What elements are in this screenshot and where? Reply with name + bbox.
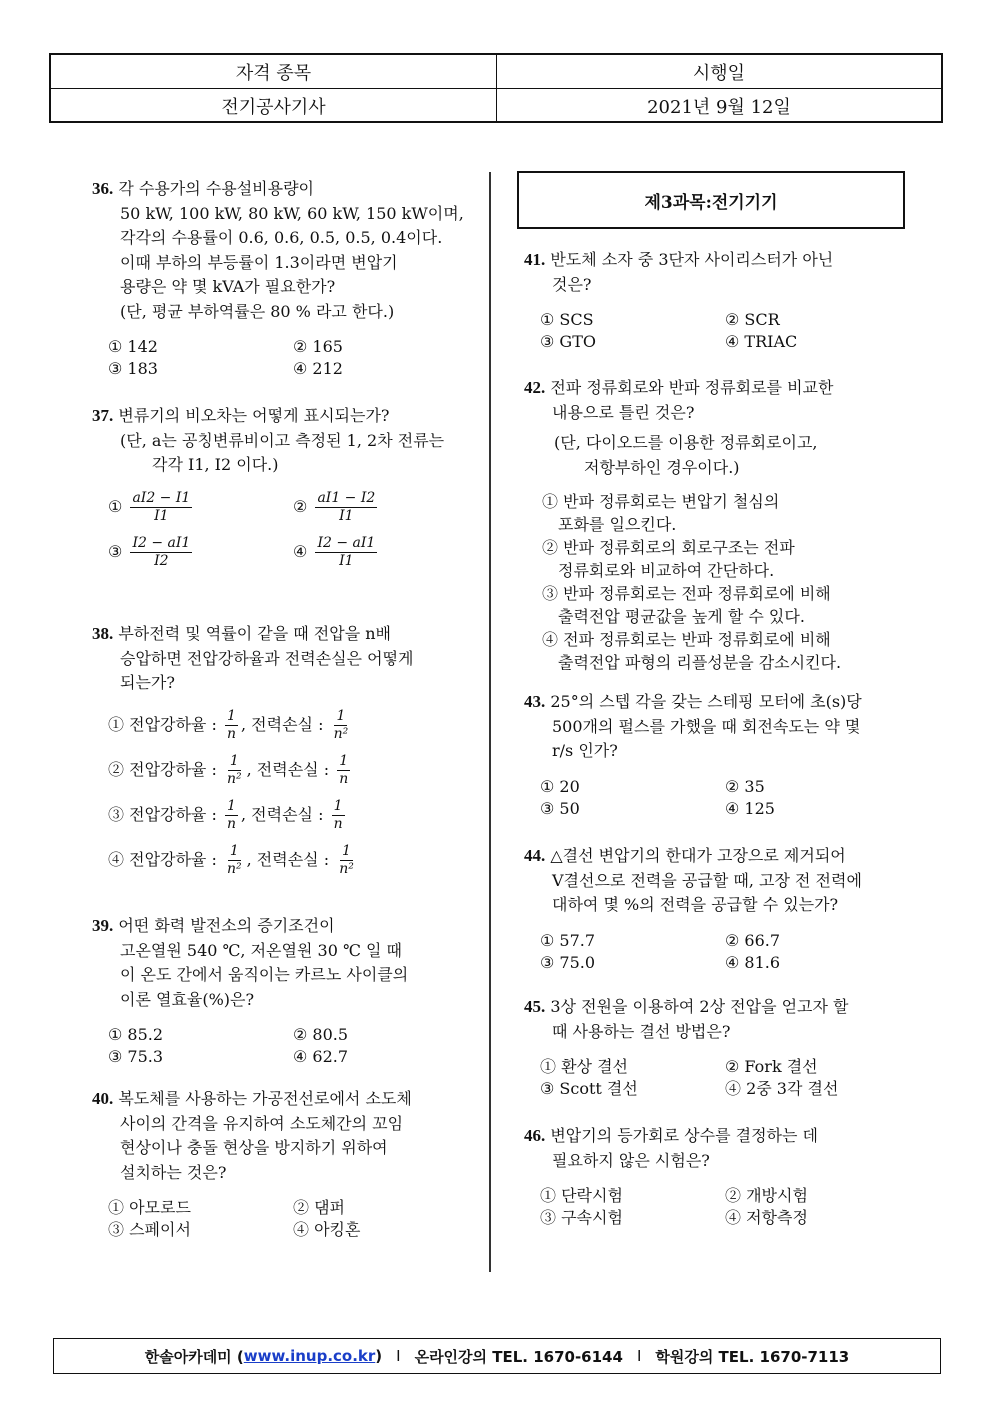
question-text: 500개의 펄스를 가했을 때 회전속도는 약 몇: [552, 716, 861, 736]
question-number: 39.: [92, 916, 114, 935]
options: [92, 336, 472, 380]
option-1[interactable]: ① 환상 결선: [540, 1057, 628, 1076]
question-41: [524, 248, 904, 353]
power-loss-label: , 전력손실 :: [241, 714, 324, 734]
options: [524, 930, 904, 974]
option-1[interactable]: ① 단락시험: [540, 1186, 623, 1205]
question-text: 전파 정류회로와 반파 정류회로를 비교한: [550, 378, 834, 397]
option-1[interactable]: ① 85.2: [108, 1025, 164, 1044]
question-text: 내용으로 틀린 것은?: [552, 402, 695, 422]
option-mark: ④: [108, 849, 125, 869]
question-text: 되는가?: [120, 673, 175, 692]
option-2[interactable]: ② 35: [725, 776, 765, 796]
option-2[interactable]: ② SCR: [725, 310, 780, 329]
question-text: 용량은 약 몇 kVA가 필요한가?: [120, 277, 336, 296]
power-loss-label: , 전력손실 :: [246, 849, 330, 869]
option-mark: ①: [108, 496, 123, 516]
question-condition: (단, 평균 부하역률은 80 % 라고 한다.): [120, 301, 395, 321]
question-condition: 저항부하인 경우이다.): [584, 457, 740, 477]
denominator: n²: [333, 725, 349, 742]
option-3[interactable]: ③ Scott 결선: [540, 1079, 638, 1098]
question-39: [92, 914, 472, 1068]
option-4[interactable]: ④ TRIAC: [725, 332, 798, 351]
question-text: 50 kW, 100 kW, 80 kW, 60 kW, 150 kW이며,: [120, 203, 464, 223]
footer-offline-phone: 학원강의 TEL. 1670-7113: [655, 1347, 850, 1366]
option-mark: ③: [108, 804, 125, 824]
numerator: aI2 − I1: [132, 489, 191, 506]
option-2[interactable]: [293, 490, 478, 525]
fraction: [130, 535, 192, 570]
numerator: 1: [227, 797, 236, 814]
question-text: 이 온도 간에서 움직이는 카르노 사이클의: [120, 965, 409, 984]
power-loss-label: , 전력손실 :: [246, 759, 330, 779]
denominator: n: [339, 770, 349, 787]
option-2[interactable]: ② 개방시험: [725, 1186, 808, 1205]
footer-website-link[interactable]: www.inup.co.kr: [243, 1347, 376, 1365]
question-44: [524, 844, 904, 974]
option-4[interactable]: ④ 아킹혼: [293, 1220, 361, 1239]
options: [524, 1185, 904, 1229]
option-4[interactable]: ④ 저항측정: [725, 1208, 808, 1227]
denominator: n²: [226, 770, 242, 787]
option-3[interactable]: ③ 50: [540, 798, 580, 818]
qualification-value: 전기공사기사: [221, 96, 326, 118]
option-3[interactable]: ③ 반파 정류회로는 전파 정류회로에 비해: [542, 584, 831, 603]
option-1[interactable]: [108, 490, 293, 525]
options: [524, 776, 904, 820]
fraction: [332, 708, 351, 743]
fraction: [315, 490, 377, 525]
footer: [53, 1338, 941, 1374]
question-text: 이때 부하의 부등률이 1.3이라면 변압기: [120, 252, 398, 272]
option-3[interactable]: ③ 183: [108, 359, 158, 378]
question-text: 25°의 스텝 각을 갖는 스테핑 모터에 초(s)당: [550, 692, 862, 711]
option-4[interactable]: ④ 212: [293, 359, 343, 378]
option-2[interactable]: ② Fork 결선: [725, 1057, 818, 1076]
numerator: 1: [229, 752, 239, 769]
option-1[interactable]: ① 57.7: [540, 930, 596, 950]
question-text: 반도체 소자 중 3단자 사이리스터가 아닌: [550, 250, 834, 269]
option-1[interactable]: ① 20: [540, 776, 580, 796]
question-number: 45.: [524, 997, 546, 1016]
question-condition: 각각 I1, I2 이다.): [152, 455, 279, 474]
numerator: 1: [333, 797, 343, 814]
options: [92, 708, 472, 878]
question-46: [524, 1124, 904, 1229]
option-3[interactable]: ③ 구속시험: [540, 1208, 623, 1227]
header-row-labels: [51, 55, 941, 88]
voltage-drop-label: 전압강하율 :: [129, 759, 217, 779]
question-text: 부하전력 및 역률이 같을 때 전압을 n배: [118, 624, 392, 643]
question-text: 3상 전원을 이용하여 2상 전압을 얻고자 할: [550, 997, 849, 1016]
question-text: 고온열원 540 ℃, 저온열원 30 ℃ 일 때: [120, 940, 402, 960]
footer-academy: 한솔아카데미 (: [144, 1347, 244, 1366]
question-43: [524, 690, 904, 820]
denominator: n: [226, 725, 236, 742]
fraction: [225, 753, 244, 788]
question-text: 때 사용하는 결선 방법은?: [552, 1021, 731, 1041]
footer-online-phone: 온라인강의 TEL. 1670-6144: [414, 1347, 623, 1366]
question-45: [524, 995, 904, 1100]
numerator: 1: [342, 842, 351, 859]
qualification-label: 자격 종목: [235, 62, 312, 84]
question-text: 변압기의 등가회로 상수를 결정하는 데: [550, 1126, 818, 1145]
numerator: aI1 − I2: [317, 489, 376, 506]
question-36: [92, 177, 472, 380]
option-2[interactable]: [108, 753, 472, 788]
question-text: 대하여 몇 %의 전력을 공급할 수 있는가?: [552, 895, 839, 914]
options: [92, 1197, 472, 1241]
question-text: 각각의 수용률이 0.6, 0.6, 0.5, 0.5, 0.4이다.: [120, 228, 443, 247]
fraction: [332, 798, 345, 833]
option-4[interactable]: ④ 2중 3각 결선: [725, 1079, 839, 1098]
option-3[interactable]: [108, 798, 472, 833]
power-loss-label: , 전력손실 :: [241, 804, 324, 824]
fraction: [337, 843, 356, 878]
option-1[interactable]: ① 아모로드: [108, 1198, 191, 1217]
question-text: 현상이나 충돌 현상을 방지하기 위하여: [120, 1138, 388, 1157]
option-4[interactable]: ④ 전파 정류회로는 반파 정류회로에 비해: [542, 630, 831, 649]
options: [524, 309, 904, 353]
question-number: 41.: [524, 250, 546, 269]
fraction: [315, 535, 377, 570]
question-38: [92, 622, 472, 878]
fraction: [130, 490, 192, 525]
option-1[interactable]: ① SCS: [540, 310, 594, 329]
option-1[interactable]: ① 반파 정류회로는 변압기 철심의: [542, 492, 780, 511]
denominator: I1: [339, 552, 354, 569]
voltage-drop-label: 전압강하율 :: [129, 714, 217, 734]
fraction: [225, 798, 238, 833]
question-text: 설치하는 것은?: [120, 1162, 227, 1182]
denominator: n²: [339, 860, 354, 877]
question-number: 46.: [524, 1126, 546, 1145]
question-text: 것은?: [552, 274, 592, 294]
question-condition: (단, 다이오드를 이용한 정류회로이고,: [554, 433, 818, 452]
denominator: n: [226, 815, 236, 832]
fraction: [337, 753, 350, 788]
numerator: 1: [339, 752, 349, 769]
question-condition: (단, a는 공칭변류비이고 측정된 1, 2차 전류는: [120, 430, 445, 450]
numerator: 1: [227, 707, 236, 724]
denominator: I1: [339, 507, 354, 524]
option-2[interactable]: ② 165: [293, 337, 343, 356]
subject-title: 제3과목:전기기기: [517, 171, 905, 229]
voltage-drop-label: 전압강하율 :: [129, 849, 217, 869]
question-text: 복도체를 사용하는 가공전선로에서 소도체: [118, 1089, 412, 1108]
column-divider: [489, 172, 491, 1272]
numerator: 1: [336, 707, 346, 724]
question-42: [524, 376, 904, 674]
option-2-cont[interactable]: 정류회로와 비교하여 간단하다.: [558, 561, 775, 580]
option-4[interactable]: ④ 81.6: [725, 952, 781, 972]
options: [92, 490, 472, 570]
option-4-cont[interactable]: 출력전압 파형의 리플성분을 감소시킨다.: [558, 653, 842, 672]
option-3[interactable]: ③ 스페이서: [108, 1220, 191, 1239]
option-2[interactable]: ② 66.7: [725, 930, 781, 950]
option-2[interactable]: ② 반파 정류회로의 회로구조는 전파: [542, 538, 795, 557]
denominator: n: [333, 815, 343, 832]
exam-date-value: 2021년 9월 12일: [496, 89, 941, 122]
option-3[interactable]: [108, 535, 293, 570]
options: [524, 1056, 904, 1100]
question-37: [92, 404, 472, 570]
fraction: [225, 843, 244, 878]
option-mark: ①: [108, 714, 125, 734]
option-3-cont[interactable]: 출력전압 평균값을 높게 할 수 있다.: [558, 607, 805, 626]
option-4[interactable]: ④ 62.7: [293, 1047, 349, 1066]
header-row-values: [51, 88, 941, 122]
numerator: I2 − aI1: [317, 534, 376, 551]
question-number: 42.: [524, 378, 546, 397]
question-text: 변류기의 비오차는 어떻게 표시되는가?: [118, 406, 390, 425]
denominator: I2: [154, 552, 169, 569]
header-table: [49, 53, 943, 123]
question-text: 승압하면 전압강하율과 전력손실은 어떻게: [120, 648, 414, 668]
option-mark: ②: [293, 496, 308, 516]
option-2[interactable]: ② 80.5: [293, 1025, 349, 1044]
option-mark: ②: [108, 759, 125, 779]
question-40: [92, 1087, 472, 1241]
question-number: 37.: [92, 406, 114, 425]
question-number: 38.: [92, 624, 114, 643]
option-mark: ④: [293, 541, 308, 561]
options: [92, 1024, 472, 1068]
exam-date-label: 시행일: [496, 55, 941, 88]
option-mark: ③: [108, 541, 123, 561]
footer-separator: I: [636, 1347, 642, 1365]
question-text: 사이의 간격을 유지하여 소도체간의 꼬임: [120, 1113, 404, 1133]
question-text: △결선 변압기의 한대가 고장으로 제거되어: [550, 846, 846, 865]
option-2[interactable]: ② 댐퍼: [293, 1198, 345, 1217]
question-number: 43.: [524, 692, 546, 711]
denominator: I1: [154, 507, 169, 524]
voltage-drop-label: 전압강하율 :: [129, 804, 217, 824]
numerator: I2 − aI1: [132, 534, 191, 551]
question-text: 어떤 화력 발전소의 증기조건이: [118, 916, 335, 935]
question-text: V결선으로 전력을 공급할 때, 고장 전 전력에: [552, 870, 862, 890]
question-number: 40.: [92, 1089, 114, 1108]
question-number: 44.: [524, 846, 546, 865]
numerator: 1: [229, 842, 239, 859]
option-3[interactable]: ③ 75.0: [540, 952, 596, 972]
question-number: 36.: [92, 179, 114, 198]
option-3[interactable]: ③ GTO: [540, 332, 596, 351]
option-1[interactable]: ① 142: [108, 337, 158, 356]
option-4[interactable]: [108, 843, 472, 878]
option-4[interactable]: [293, 535, 478, 570]
question-text: 각 수용가의 수용설비용량이: [118, 179, 314, 198]
footer-separator: I: [396, 1347, 401, 1365]
option-4[interactable]: ④ 125: [725, 798, 775, 818]
denominator: n²: [226, 860, 242, 877]
option-1-cont[interactable]: 포화를 일으킨다.: [558, 515, 677, 534]
footer-academy-end: ): [375, 1347, 383, 1365]
option-1[interactable]: [108, 708, 472, 743]
question-text: r/s 인가?: [552, 741, 618, 760]
question-text: 이론 열효율(%)은?: [120, 989, 255, 1009]
options: [524, 490, 904, 674]
question-text: 필요하지 않은 시험은?: [552, 1150, 710, 1170]
fraction: [225, 708, 238, 743]
option-3[interactable]: ③ 75.3: [108, 1047, 164, 1066]
